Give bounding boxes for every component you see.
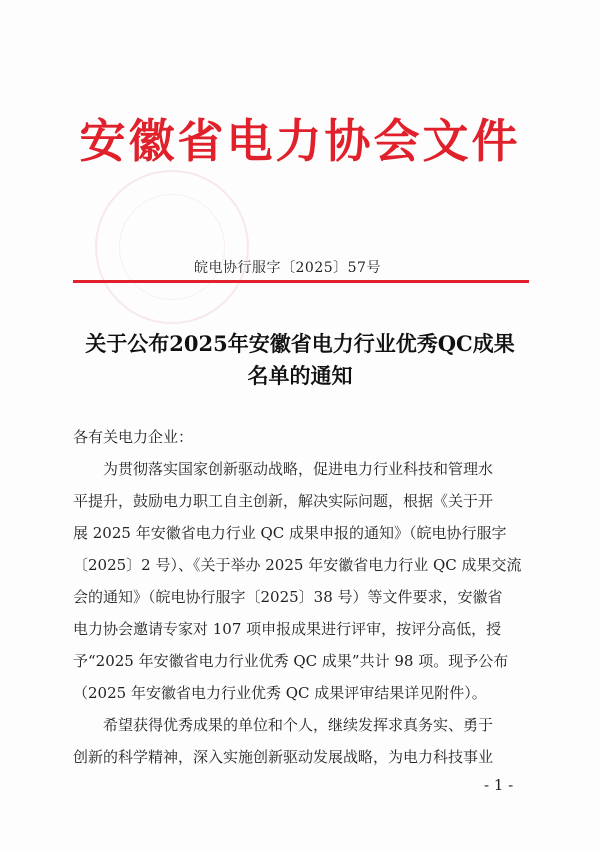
- notice-title-line-2: 名单的通知: [247, 363, 353, 388]
- page-number: - 1 -: [484, 776, 514, 794]
- paragraph-line: 会的通知》（皖电协行服字〔2025〕38 号）等文件要求，安徽省: [73, 588, 503, 606]
- paragraph-line: 电力协会邀请专家对 107 项申报成果进行评审，按评分高低，授: [73, 620, 502, 638]
- paragraph-line: 为贯彻落实国家创新驱动战略，促进电力行业科技和管理水: [73, 460, 494, 478]
- paragraph-line: （2025 年安徽省电力行业优秀 QC 成果评审结果详见附件）。: [73, 684, 487, 702]
- notice-title: [60, 328, 540, 392]
- paragraph-line: 〔2025〕2 号）、《关于举办 2025 年安徽省电力行业 QC 成果交流: [73, 556, 522, 574]
- paragraph-2: [73, 709, 529, 773]
- notice-title-line-1: 关于公布2025年安徽省电力行业优秀QC成果: [85, 331, 515, 356]
- paragraph-line: 创新的科学精神，深入实施创新驱动发展战略，为电力科技事业: [73, 748, 494, 766]
- faint-seal-stamp: [95, 170, 249, 324]
- paragraph-line: 平提升，鼓励电力职工自主创新，解决实际问题，根据《关于开: [73, 492, 494, 510]
- salutation: 各有关电力企业：: [73, 428, 194, 446]
- organization-header: 安徽省电力协会文件: [79, 114, 521, 168]
- paragraph-line: 展 2025 年安徽省电力行业 QC 成果申报的通知》（皖电协行服字: [73, 524, 507, 542]
- red-divider-line: [73, 280, 529, 283]
- paragraph-line: 希望获得优秀成果的单位和个人，继续发挥求真务实、勇于: [73, 716, 494, 734]
- document-number: 皖电协行服字〔2025〕57号: [194, 260, 381, 276]
- paragraph-line: 予“2025 年安徽省电力行业优秀 QC 成果”共计 98 项。现予公布: [73, 652, 509, 670]
- paragraph-1: [73, 453, 529, 709]
